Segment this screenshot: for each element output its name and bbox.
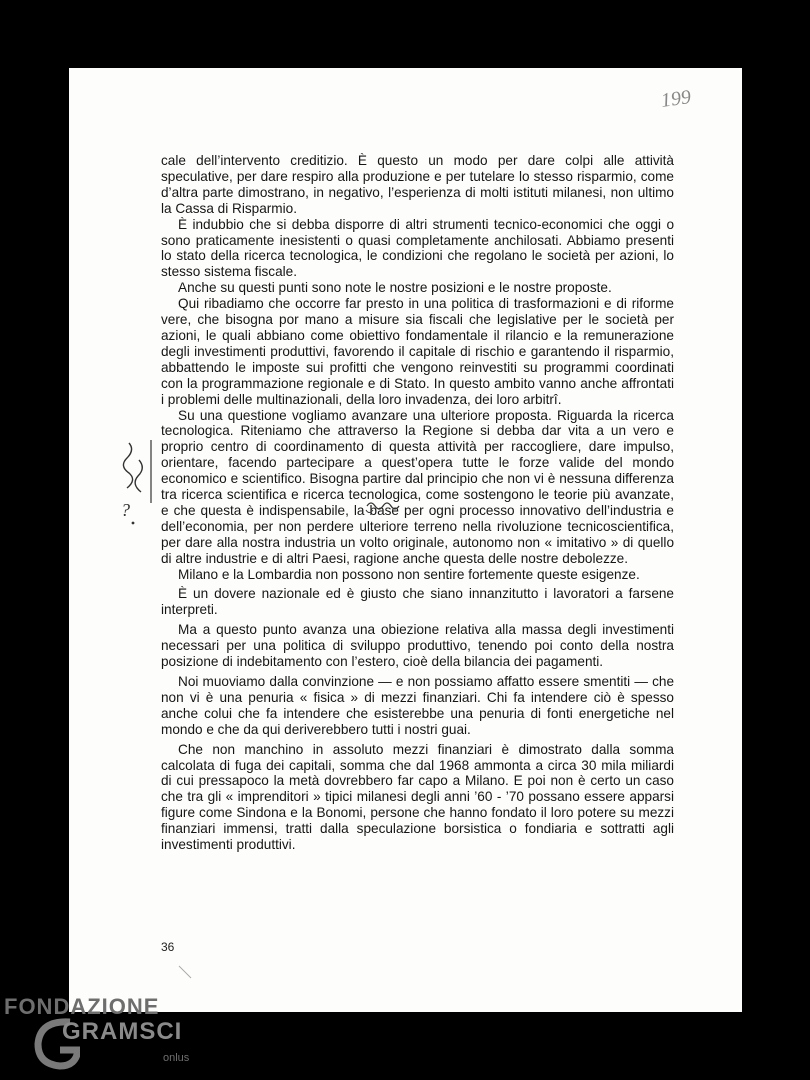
- document-page: [69, 68, 742, 1012]
- paragraph-1: cale dell’intervento creditizio. È questo un modo per dare colpi alle attività speculative, per dare respiro alla produzione e per tutelare lo stesso risparmio, come d’altra parte dimostrano, in negativo, l’esperienza di molti istituti milanesi, non ultimo la Cassa di Risparmio.: [161, 153, 674, 216]
- paragraph-9: Noi muoviamo dalla convinzione — e non possiamo affatto essere smentiti — che non vi è una penuria « fisica » di mezzi finanziari. Chi fa intendere ciò è spesso anche colui che fa intendere che esisterebbe una penuria di fonti energetiche nel mondo e che da qui deriverebbero tutti i nostri guai.: [161, 674, 674, 737]
- paragraph-8: Ma a questo punto avanza una obiezione relativa alla massa degli investimenti necessari per una politica di sviluppo produttivo, tenendo poi conto della nostra posizione di indebitamento con l’estero, cioè della bilancia dei pagamenti.: [161, 622, 674, 670]
- handwritten-annotations: [69, 68, 742, 1012]
- watermark-line3: onlus: [163, 1052, 190, 1064]
- paragraph-6: Milano e la Lombardia non possono non sentire fortemente queste esigenze.: [178, 566, 640, 582]
- paragraph-10: Che non manchino in assoluto mezzi finanziari è dimostrato dalla somma calcolata di fuga dei capitali, somma che dal 1968 ammonta a circa 30 mila miliardi di cui pressapoco la metà dovrebbero far capo a Milano. E poi non è certo un caso che tra gli « imprenditori » tipici milanesi degli anni ’60 - ’70 possano essere apparsi figure come Sindona e la Bonomi, persone che hanno fondato il loro potere su mezzi finanziari immensi, tratti dalla speculazione borsistica o fondiaria e sottratti agli investimenti produttivi.: [161, 741, 674, 853]
- watermark-line1: FONDAZIONE: [4, 994, 160, 1019]
- paragraph-5: Su una questione vogliamo avanzare una ulteriore proposta. Riguarda la ricerca tecnologica. Riteniamo che attraverso la Regione si debba dar vita a un vero e proprio centro di coordinamento di questa attività per raccogliere, dare impulso, orientare, facendo partecipare a quest’opera tutte le forze valide del mondo economico e scientifico. Bisogna partire dal principio che non vi è nessuna differenza tra ricerca scientifica e ricerca tecnologica, come sostengono le teorie più avanzate, e che questa è indispensabile, la base per ogni processo innovativo dell’industria e dell’economia, per non perdere ulteriore terreno nella rivoluzione tecnicoscientifica, per dare alla nostra industria un volto originale, autonomo non « imitativo » di quello di altre industrie e di altri Paesi, ragione anche questa delle nostre debolezze.: [161, 407, 674, 566]
- watermark-line2: GRAMSCI: [62, 1018, 183, 1045]
- paragraph-3: Anche su questi punti sono note le nostre posizioni e le nostre proposte.: [178, 280, 612, 296]
- paragraph-2: È indubbio che si debba disporre di altri strumenti tecnico-economici che oggi o sono praticamente inesistenti o quasi completamente anchilosati. Abbiamo presenti lo stato della ricerca tecnologica, le condizioni che regolano le società per azioni, lo stesso sistema fiscale.: [161, 216, 674, 280]
- page-number: 36: [161, 940, 175, 954]
- archive-stamp: 199: [659, 86, 693, 112]
- paragraph-4: Qui ribadiamo che occorre far presto in una politica di trasformazioni e di riforme vere, che bisogna por mano a misure sia fiscali che legislative per le società per azioni, le quali abbiano come obiettivo fondamentale il rilancio e la remunerazione degli investimenti produttivi, favorendo il capitale di rischio e garantendo il risparmio, abbattendo le imposte sui profitti che vengono reinvestiti su programmi coordinati con la programmazione regionale e di Stato. In questo ambito vanno anche affrontati i problemi delle multinazionali, della loro invadenza, dei loro arbitrî.: [161, 296, 674, 407]
- paragraph-7: È un dovere nazionale ed è giusto che siano innanzitutto i lavoratori a farsene interpreti.: [161, 586, 674, 618]
- watermark-logo: [0, 990, 200, 1080]
- margin-question-mark: ?: [121, 500, 130, 520]
